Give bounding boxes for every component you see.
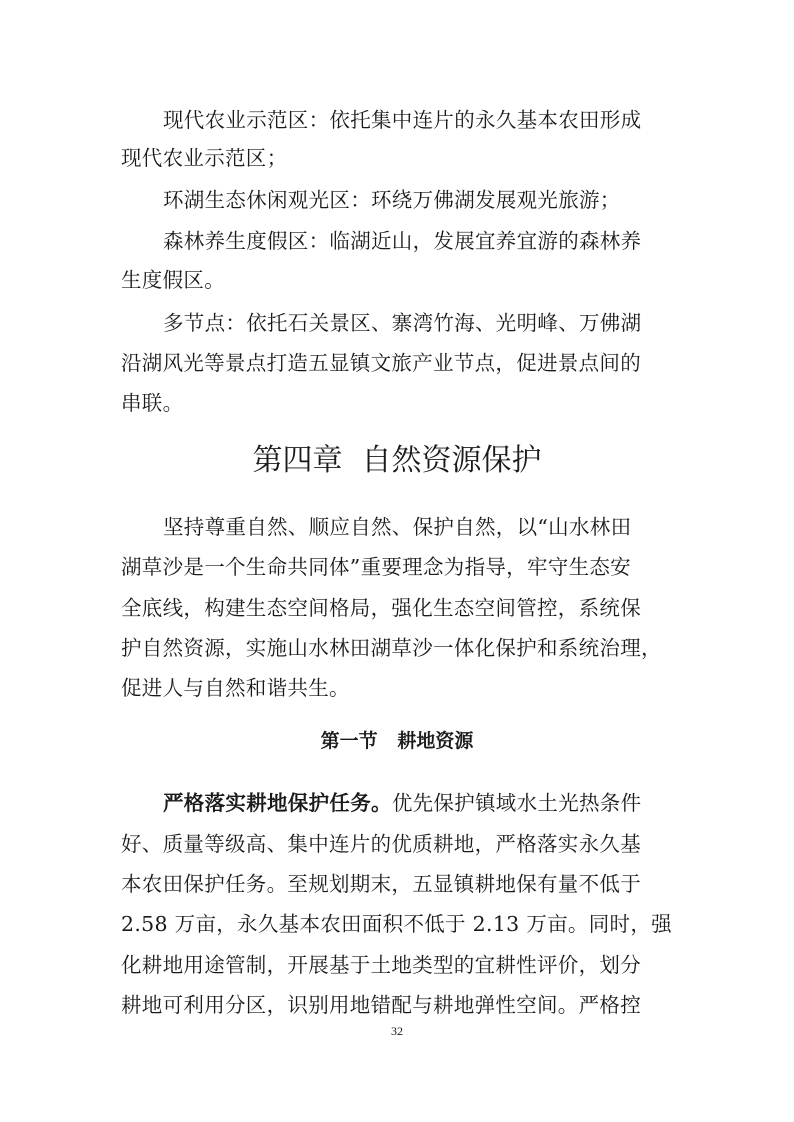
paragraph-line: 耕地可利用分区，识别用地错配与耕地弹性空间。严格控 — [121, 993, 641, 1017]
chapter-title: 第四章 自然资源保护 — [252, 443, 542, 478]
paragraph-line: 森林养生度假区：临湖近山，发展宜养宜游的森林养 — [163, 229, 642, 253]
paragraph-line: 生度假区。 — [121, 268, 225, 292]
paragraph-line: 现代农业示范区； — [121, 146, 288, 170]
paragraph-line: 本农田保护任务。至规划期末，五显镇耕地保有量不低于 — [121, 872, 641, 896]
paragraph-text: 优先保护镇域水土光热条件 — [391, 791, 642, 815]
paragraph-line: 护自然资源，实施山水林田湖草沙一体化保护和系统治理， — [121, 636, 662, 660]
paragraph-line: 好、质量等级高、集中连片的优质耕地，严格落实永久基 — [121, 832, 641, 856]
paragraph-line: 串联。 — [121, 391, 184, 415]
paragraph-line: 全底线，构建生态空间格局，强化生态空间管控，系统保 — [121, 596, 641, 620]
paragraph-line: 多节点：依托石关景区、寨湾竹海、光明峰、万佛湖 — [163, 311, 642, 335]
paragraph-line: 湖草沙是一个生命共同体”重要理念为指导，牢守生态安 — [121, 555, 631, 579]
paragraph-line: 坚持尊重自然、顺应自然、保护自然，以“山水林田 — [163, 515, 632, 539]
bold-lead-phrase: 严格落实耕地保护任务。 — [163, 791, 392, 815]
paragraph-line: 沿湖风光等景点打造五显镇文旅产业节点，促进景点间的 — [121, 351, 641, 375]
paragraph-line — [163, 793, 641, 814]
paragraph-line: 2.58 万亩，永久基本农田面积不低于 2.13 万亩。同时，强 — [121, 912, 672, 936]
paragraph-line: 促进人与自然和谐共生。 — [121, 676, 350, 700]
section-title: 第一节 耕地资源 — [320, 730, 474, 752]
paragraph-line: 环湖生态休闲观光区：环绕万佛湖发展观光旅游； — [163, 188, 621, 212]
page-number: 32 — [391, 1024, 403, 1038]
paragraph-line: 现代农业示范区：依托集中连片的永久基本农田形成 — [163, 108, 642, 132]
paragraph-line: 化耕地用途管制，开展基于土地类型的宜耕性评价，划分 — [121, 953, 641, 977]
